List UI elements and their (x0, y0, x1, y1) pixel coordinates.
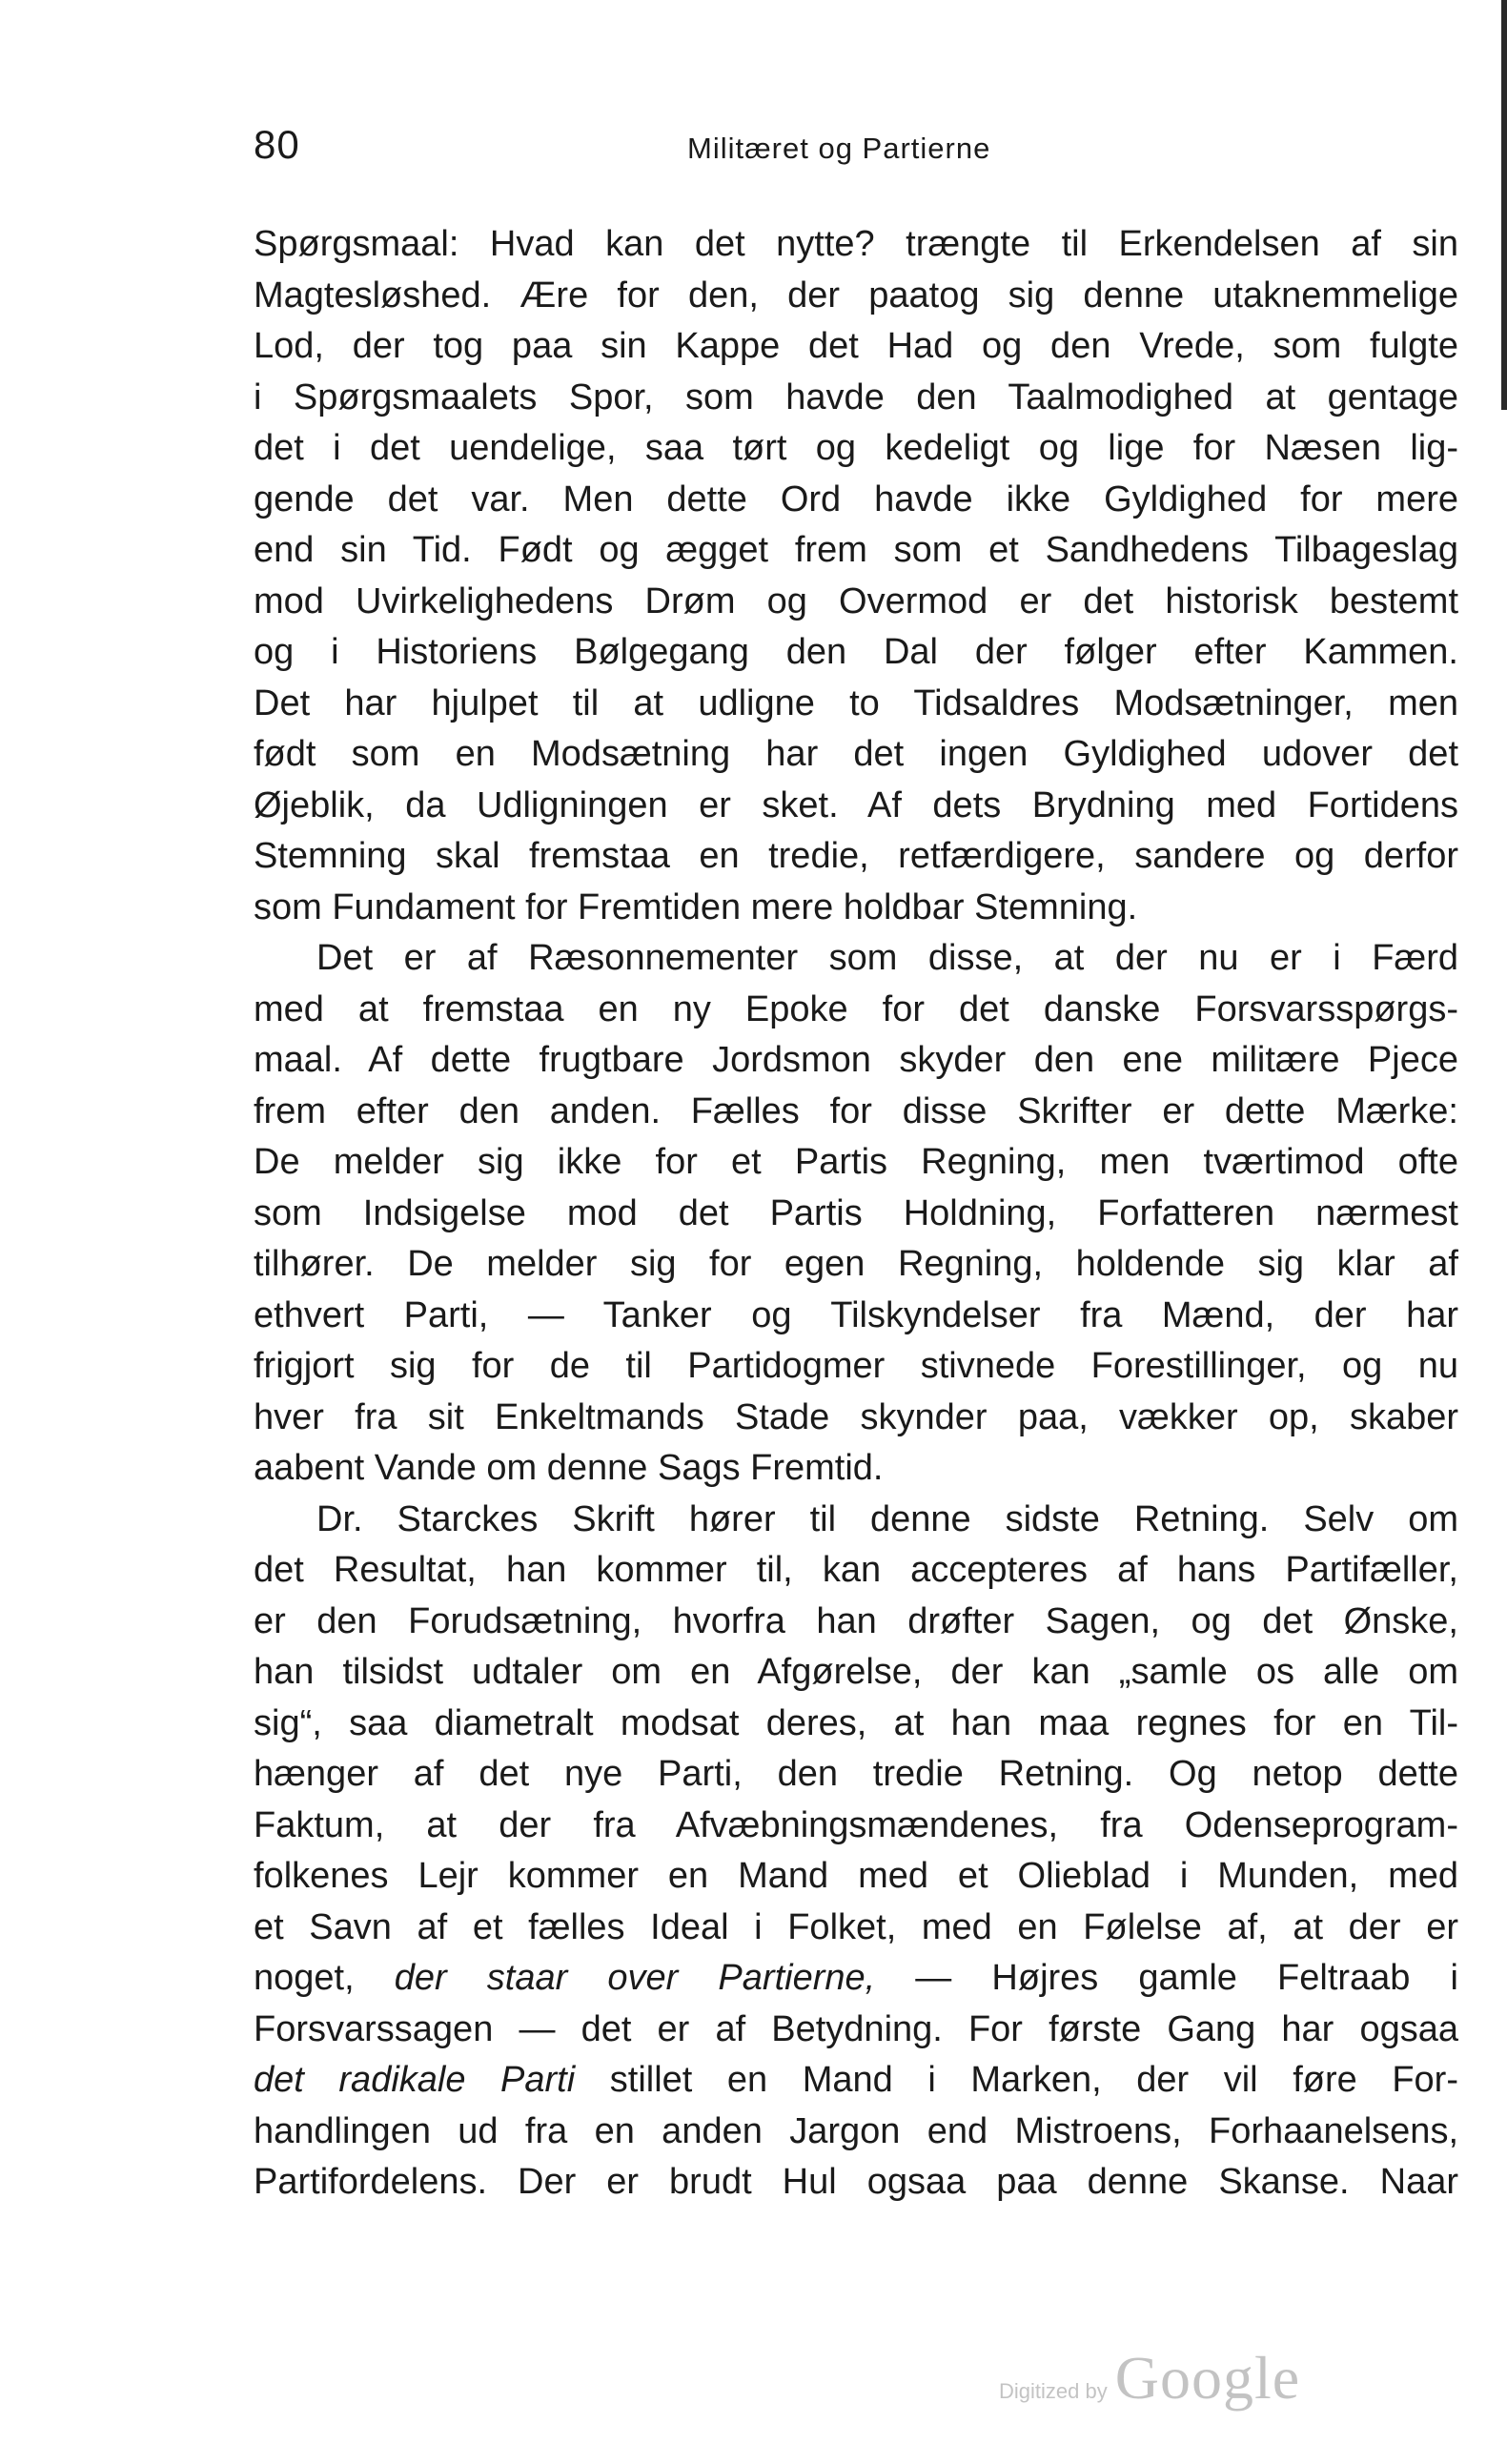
text-line: som Indsigelse mod det Partis Holdning, Forfatteren nærmest (254, 1192, 1458, 1233)
text-line: det Resultat, han kommer til, kan accepteres af hans Partifæller, (254, 1550, 1458, 1590)
text-line: født som en Modsætning har det ingen Gyldighed udover det (254, 734, 1458, 774)
text-line: Forsvarssagen — det er af Betydning. For første Gang har ogsaa (254, 2008, 1458, 2049)
text-line: gende det var. Men dette Ord havde ikke Gyldighed for mere (254, 479, 1458, 519)
text-line: Partifordelens. Der er brudt Hul ogsaa paa denne Skanse. Naar (254, 2162, 1458, 2202)
text-line-with-italic (254, 1953, 1458, 2005)
paragraph-end-line: som Fundament for Fremtiden mere holdbar Stemning. (254, 886, 1138, 927)
text-line: det i det uendelige, saa tørt og kedeligt og lige for Næsen lig- (254, 428, 1458, 468)
text-line: med at fremstaa en ny Epoke for det danske Forsvarsspørgs- (254, 988, 1458, 1029)
digitized-by-google-watermark (999, 2343, 1300, 2413)
italic-phrase: der staar over Partierne, (394, 1958, 876, 1998)
text-line: ethvert Parti, — Tanker og Tilskyndelser fra Mænd, der har (254, 1294, 1458, 1335)
text-line: et Savn af et fælles Ideal i Folket, med en Følelse af, at der er (254, 1906, 1458, 1947)
body-text (254, 219, 1458, 2209)
text-line: maal. Af dette frugtbare Jordsmon skyder den ene militære Pjece (254, 1040, 1458, 1080)
text-line: frem efter den anden. Fælles for disse Skrifter er dette Mærke: (254, 1090, 1458, 1131)
text-line: Spørgsmaal: Hvad kan det nytte? trængte til Erkendelsen af sin (254, 224, 1458, 264)
text-line: er den Forudsætning, hvorfra han drøfter Sagen, og det Ønske, (254, 1600, 1458, 1641)
paragraph-start-line: Dr. Starckes Skrift hører til denne sidste Retning. Selv om (316, 1498, 1458, 1539)
line-text-post: — Højres gamle Feltraab i (875, 1958, 1458, 1998)
italic-phrase: det radikale Parti (254, 2060, 576, 2100)
text-line: Det har hjulpet til at udligne to Tidsaldres Modsætninger, men (254, 682, 1458, 723)
page-header (254, 122, 1458, 179)
text-line: i Spørgsmaalets Spor, som havde den Taalmodighed at gentage (254, 377, 1458, 417)
text-line: han tilsidst udtaler om en Afgørelse, der kan „samle os alle om (254, 1652, 1458, 1692)
text-line: og i Historiens Bølgegang den Dal der følger efter Kammen. (254, 632, 1458, 672)
text-line: De melder sig ikke for et Partis Regning, men tværtimod ofte (254, 1142, 1458, 1182)
text-line: Faktum, at der fra Afvæbningsmændenes, fra Odenseprogram- (254, 1804, 1458, 1845)
text-line: mod Uvirkelighedens Drøm og Overmod er det historisk bestemt (254, 580, 1458, 621)
text-line: folkenes Lejr kommer en Mand med et Olieblad i Munden, med (254, 1856, 1458, 1896)
text-line: handlingen ud fra en anden Jargon end Mistroens, Forhaanelsens, (254, 2110, 1458, 2151)
text-line: hænger af det nye Parti, den tredie Retning. Og netop dette (254, 1754, 1458, 1794)
text-line: frigjort sig for de til Partidogmer stivnede Forestillinger, og nu (254, 1346, 1458, 1386)
text-line: hver fra sit Enkeltmands Stade skynder paa, vækker op, skaber (254, 1396, 1458, 1437)
text-line: end sin Tid. Født og ægget frem som et Sandhedens Tilbageslag (254, 530, 1458, 570)
text-line-with-italic (254, 2055, 1458, 2107)
page-number: 80 (254, 122, 300, 167)
watermark-prefix: Digitized by (999, 2379, 1108, 2403)
text-line: Lod, der tog paa sin Kappe det Had og den Vrede, som fulgte (254, 326, 1458, 366)
text-line: Stemning skal fremstaa en tredie, retfærdigere, sandere og derfor (254, 836, 1458, 876)
line-text-pre: noget, (254, 1958, 395, 1998)
google-logo: Google (1114, 2344, 1301, 2412)
text-line: sig“, saa diametralt modsat deres, at han maa regnes for en Til- (254, 1702, 1458, 1743)
line-text-post: stillet en Mand i Marken, der vil føre For- (575, 2060, 1458, 2100)
paragraph-start-line: Det er af Ræsonnementer som disse, at der nu er i Færd (316, 938, 1458, 978)
paragraph-end-line: aabent Vande om denne Sags Fremtid. (254, 1448, 884, 1488)
page-edge-shadow (1501, 0, 1507, 410)
running-title: Militæret og Partierne (687, 132, 991, 165)
text-line: Magtesløshed. Ære for den, der paatog sig denne utaknemmelige (254, 275, 1458, 316)
text-line: Øjeblik, da Udligningen er sket. Af dets Brydning med Fortidens (254, 784, 1458, 825)
text-line: tilhører. De melder sig for egen Regning, holdende sig klar af (254, 1244, 1458, 1284)
